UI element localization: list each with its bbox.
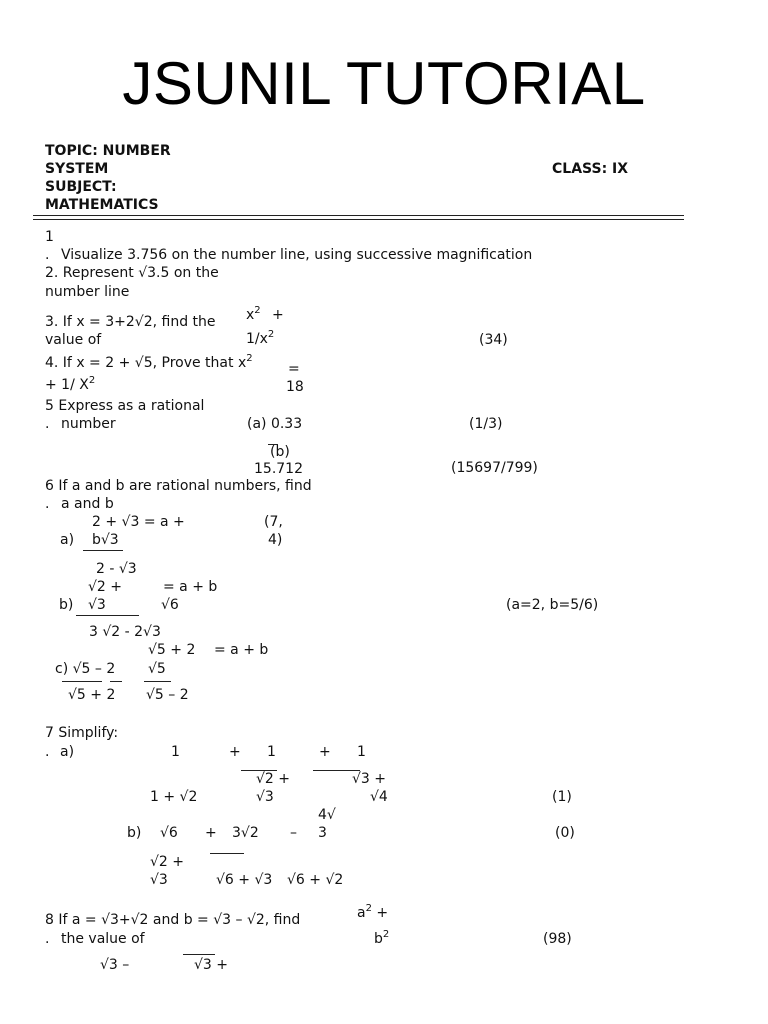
q7-text: 7 Simplify: [45,725,119,741]
q6c-equation: = a + b [214,642,269,658]
q6c-denominator-2: √5 – 2 [146,687,189,703]
q5a-answer: (1/3) [469,416,503,432]
q7a-plus-2: + [319,744,331,760]
q6a-fraction-bar [83,550,123,551]
header-divider-top [33,215,684,216]
header-divider-bottom [33,219,684,220]
q3-text-cont: value of [45,332,102,348]
q7b-3root2: 3√2 [232,825,259,841]
q6-text: 6 If a and b are rational numbers, find [45,478,312,494]
q5a-label: (a) 0.33 [247,416,303,432]
q6c-numerator: √5 + 2 [148,642,196,658]
q4-equals: = [288,361,300,377]
q6c-label: c) √5 – 2 [55,661,116,677]
q8-bar [183,954,215,955]
q7a-den-3: √4 [370,789,388,805]
subject-label-cont: MATHEMATICS [45,197,159,213]
q7a-den-1: 1 + √2 [150,789,198,805]
q8-text: 8 If a = √3+√2 and b = √3 – √2, find [45,912,301,928]
q6c-fraction-bar-3 [144,681,171,682]
q6c-denominator-1: √5 + 2 [68,687,116,703]
q6b-root6: √6 [161,597,179,613]
q8-answer: (98) [543,931,572,947]
q8-bottom-1: √3 – [100,957,130,973]
q5b-answer: (15697/799) [451,460,538,476]
q3-plus: + [272,307,284,323]
q8-text-cont: the value of [61,931,145,947]
q7a-plus-1: + [229,744,241,760]
q4-value: 18 [286,379,304,395]
q5-text-cont: number [61,416,116,432]
q2-text-cont: number line [45,284,130,300]
q7b-den-1b: √3 [150,872,168,888]
q5b-value: 15.712 [254,461,303,477]
q7a-num-2: 1 [267,744,276,760]
q5b-label: (b) [270,444,290,460]
q7a-num-1: 1 [171,744,180,760]
q3-reciprocal: $1/x^2$ [246,329,275,347]
q3-text: 3. If x = 3+2√2, find the [45,314,216,330]
q7b-label: b) [127,825,142,841]
q6a-answer-part2: 4) [268,532,283,548]
q6b-denominator: 3 √2 - 2√3 [89,624,161,640]
topic-label: TOPIC: NUMBER [45,143,171,159]
q6b-label: b) [59,597,74,613]
q8-a-squared: $a^2$ + [357,903,389,921]
topic-label-cont: SYSTEM [45,161,109,177]
q6b-root3: √3 [88,597,106,613]
q7a-den-mid-1: √2 + [256,771,291,787]
subject-label: SUBJECT: [45,179,117,195]
q7b-minus: – [290,825,297,841]
q1-dot: . [45,247,50,263]
q7b-plus: + [205,825,217,841]
q6b-answer: (a=2, b=5/6) [506,597,599,613]
q2-text: 2. Represent √3.5 on the [45,265,219,281]
q7b-root6: √6 [160,825,178,841]
q6c-root5: √5 [148,661,166,677]
q8-bottom-2: √3 + [194,957,229,973]
q6-text-cont: a and b [61,496,114,512]
q5-text: 5 Express as a rational [45,398,205,414]
q7-dot: . [45,744,50,760]
q7a-den-mid-2: √3 + [352,771,387,787]
q7b-top: 4√ [318,807,336,823]
q7a-den-2: √3 [256,789,274,805]
q6b-fraction-bar [76,615,139,616]
q8-b-squared: $b^2$ [374,929,390,947]
q1-number: 1 [45,229,54,245]
q6c-fraction-bar-1 [62,681,102,682]
q6a-answer-part1: (7, [264,514,283,530]
q7a-answer: (1) [552,789,572,805]
q7b-den-1a: √2 + [150,854,185,870]
q7b-den-2: √6 + √3 [216,872,273,888]
class-label: CLASS: IX [552,161,629,177]
q6a-denominator: 2 - √3 [96,561,137,577]
q7a-num-3: 1 [357,744,366,760]
q6a-numerator: 2 + √3 = a + [92,514,185,530]
q6a-b-term: b√3 [92,532,119,548]
q3-x-squared: $x^2$ [246,305,261,323]
q4-text-cont: + 1/ $X^2$ [45,375,96,393]
q1-text: Visualize 3.756 on the number line, using successive magnification [61,247,533,263]
q6c-fraction-bar-2 [110,681,122,682]
q8-dot: . [45,931,50,947]
page-title: JSUNIL TUTORIAL [122,50,646,117]
q7b-bar [210,853,244,854]
q7b-den-3: √6 + √2 [287,872,344,888]
q6b-equation: = a + b [163,579,218,595]
q4-text: 4. If x = 2 + √5, Prove that $x^2$ [45,353,253,371]
q7b-three: 3 [318,825,327,841]
q6a-label: a) [60,532,75,548]
q5-dot: . [45,416,50,432]
q6-dot: . [45,496,50,512]
q7b-answer: (0) [555,825,575,841]
q6b-numerator: √2 + [88,579,123,595]
q7a-label: a) [60,744,75,760]
q3-answer: (34) [479,332,508,348]
